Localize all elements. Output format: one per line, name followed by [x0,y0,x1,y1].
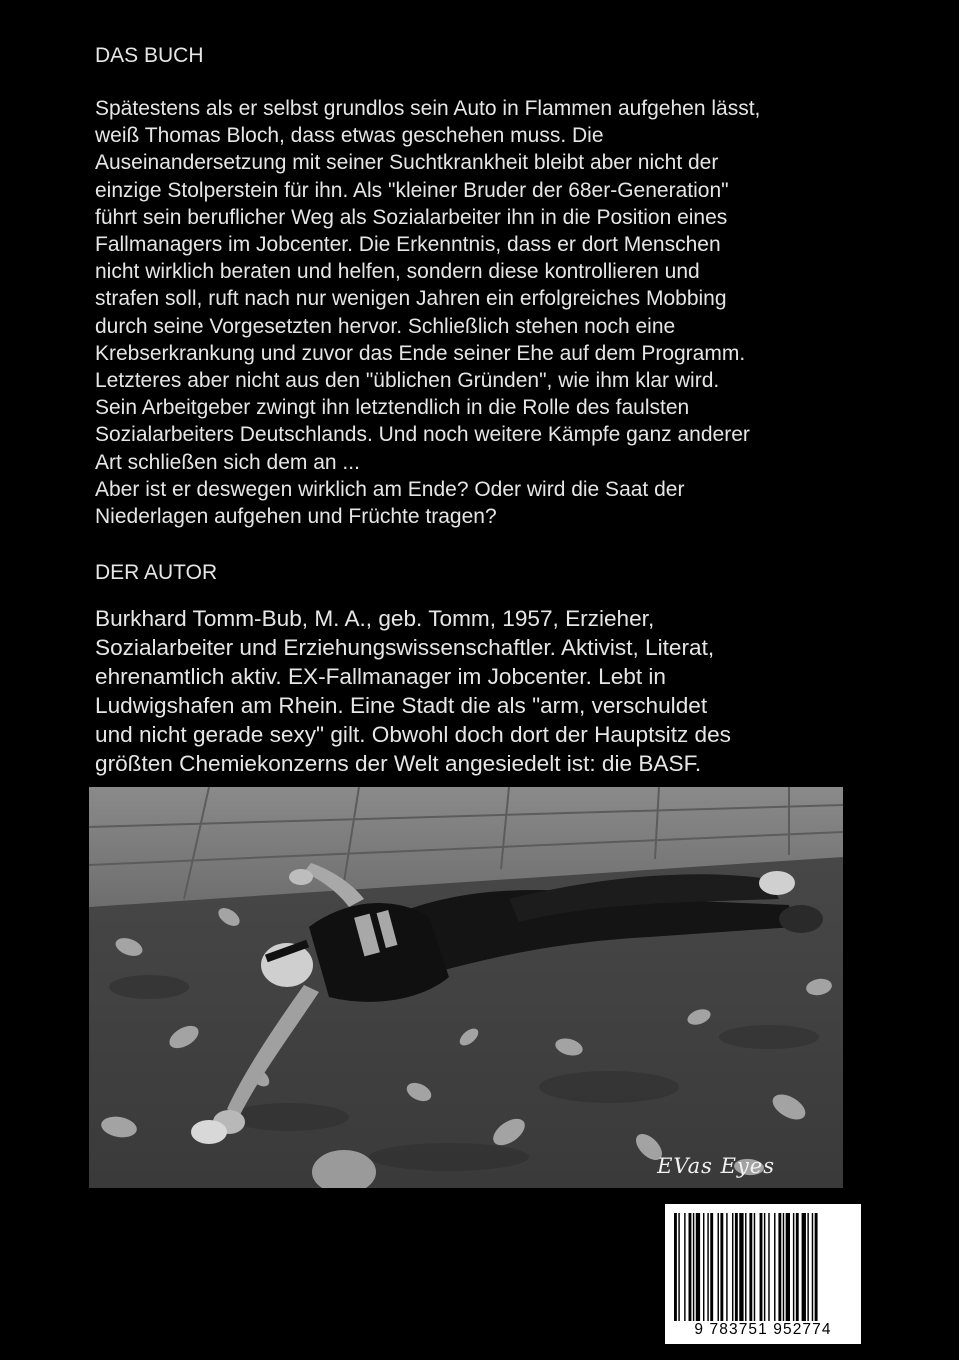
barcode-bar [778,1213,781,1321]
book-description-line: Art schließen sich dem an ... [95,450,360,474]
barcode-bar [745,1213,746,1321]
book-description-line: Krebserkrankung und zuvor das Ende seiner Ehe auf dem Programm. [95,341,746,365]
barcode-bar [689,1213,692,1321]
isbn-barcode [665,1204,861,1344]
photo-credit: EVas Eyes [657,1154,775,1178]
book-description-line: führt sein beruflicher Weg als Sozialarbeiter ihn in die Position eines [95,205,728,229]
author-bio-line: und nicht gerade sexy" gilt. Obwohl doch dort der Hauptsitz des [95,722,731,747]
book-description-line: durch seine Vorgesetzten hervor. Schließlich stehen noch eine [95,314,676,338]
barcode-bar [707,1213,708,1321]
barcode-bar [718,1213,719,1321]
barcode-bar [774,1213,775,1321]
book-section-heading: DAS BUCH [95,44,204,67]
author-bio-line: Ludwigshafen am Rhein. Eine Stadt die als "arm, verschuldet [95,693,708,718]
barcode-bar [732,1213,733,1321]
barcode-bar [726,1213,727,1321]
barcode-bar [693,1213,694,1321]
barcode-bar [754,1213,755,1321]
barcode-bar [720,1213,723,1321]
barcode-bar [783,1213,784,1321]
author-section-heading: DER AUTOR [95,561,218,584]
barcode-bar [796,1213,799,1321]
isbn-number: 9 783751 952774 [694,1321,832,1338]
barcode-bar [749,1213,752,1321]
author-bio-line: größten Chemiekonzerns der Welt angesiedelt ist: die BASF. [95,751,702,776]
author-bio-line: Burkhard Tomm-Bub, M. A., geb. Tomm, 1957, Erzieher, [95,606,655,631]
author-bio-line: ehrenamtlich aktiv. EX-Fallmanager im Jobcenter. Lebt in [95,664,666,689]
book-description-line: Sein Arbeitgeber zwingt ihn letztendlich in die Rolle des faulsten [95,396,690,420]
author-photo-illustration [89,787,843,1188]
barcode-bars [674,1213,852,1321]
barcode-bar [684,1213,685,1321]
barcode-bar [793,1213,794,1321]
book-description-line: Letzteres aber nicht aus den "üblichen Gründen", wie ihm klar wird. [95,369,720,393]
book-description-line: weiß Thomas Bloch, dass etwas geschehen muss. Die [95,124,604,148]
barcode-bar [786,1213,790,1321]
book-description-line: Auseinandersetzung mit seiner Suchtkrankheit bleibt aber nicht der [95,151,719,175]
book-description-line: Aber ist er deswegen wirklich am Ende? Oder wird die Saat der [95,477,685,501]
barcode-bar [735,1213,738,1321]
book-description-line: Sozialarbeiters Deutschlands. Und noch weitere Kämpfe ganz anderer [95,423,750,447]
barcode-bar [768,1213,769,1321]
book-description [95,95,885,530]
book-description-line: strafen soll, ruft nach nur wenigen Jahren ein erfolgreiches Mobbing [95,287,727,311]
book-description-line: Niederlagen aufgehen und Früchte tragen? [95,505,497,529]
barcode-bar [678,1213,679,1321]
barcode-bar [802,1213,806,1321]
author-bio-line: Sozialarbeiter und Erziehungswissenschaftler. Aktivist, Literat, [95,635,715,660]
barcode-bar [760,1213,763,1321]
barcode-bar [696,1213,700,1321]
barcode-bar [807,1213,808,1321]
barcode-bar [710,1213,713,1321]
barcode-bar [739,1213,743,1321]
author-bio [95,604,855,778]
barcode-bar [674,1213,677,1321]
book-description-line: Spätestens als er selbst grundlos sein Auto in Flammen aufgehen lässt, [95,97,761,120]
book-description-line: einzige Stolperstein für ihn. Als "kleiner Bruder der 68er-Generation" [95,178,729,202]
barcode-bar [812,1213,813,1321]
barcode-bar [764,1213,765,1321]
author-photo [89,787,843,1188]
book-description-line: nicht wirklich beraten und helfen, sondern diese kontrollieren und [95,260,700,284]
book-description-line: Fallmanagers im Jobcenter. Die Erkenntnis, dass er dort Menschen [95,233,721,257]
barcode-bar [815,1213,818,1321]
barcode-bar [703,1213,704,1321]
